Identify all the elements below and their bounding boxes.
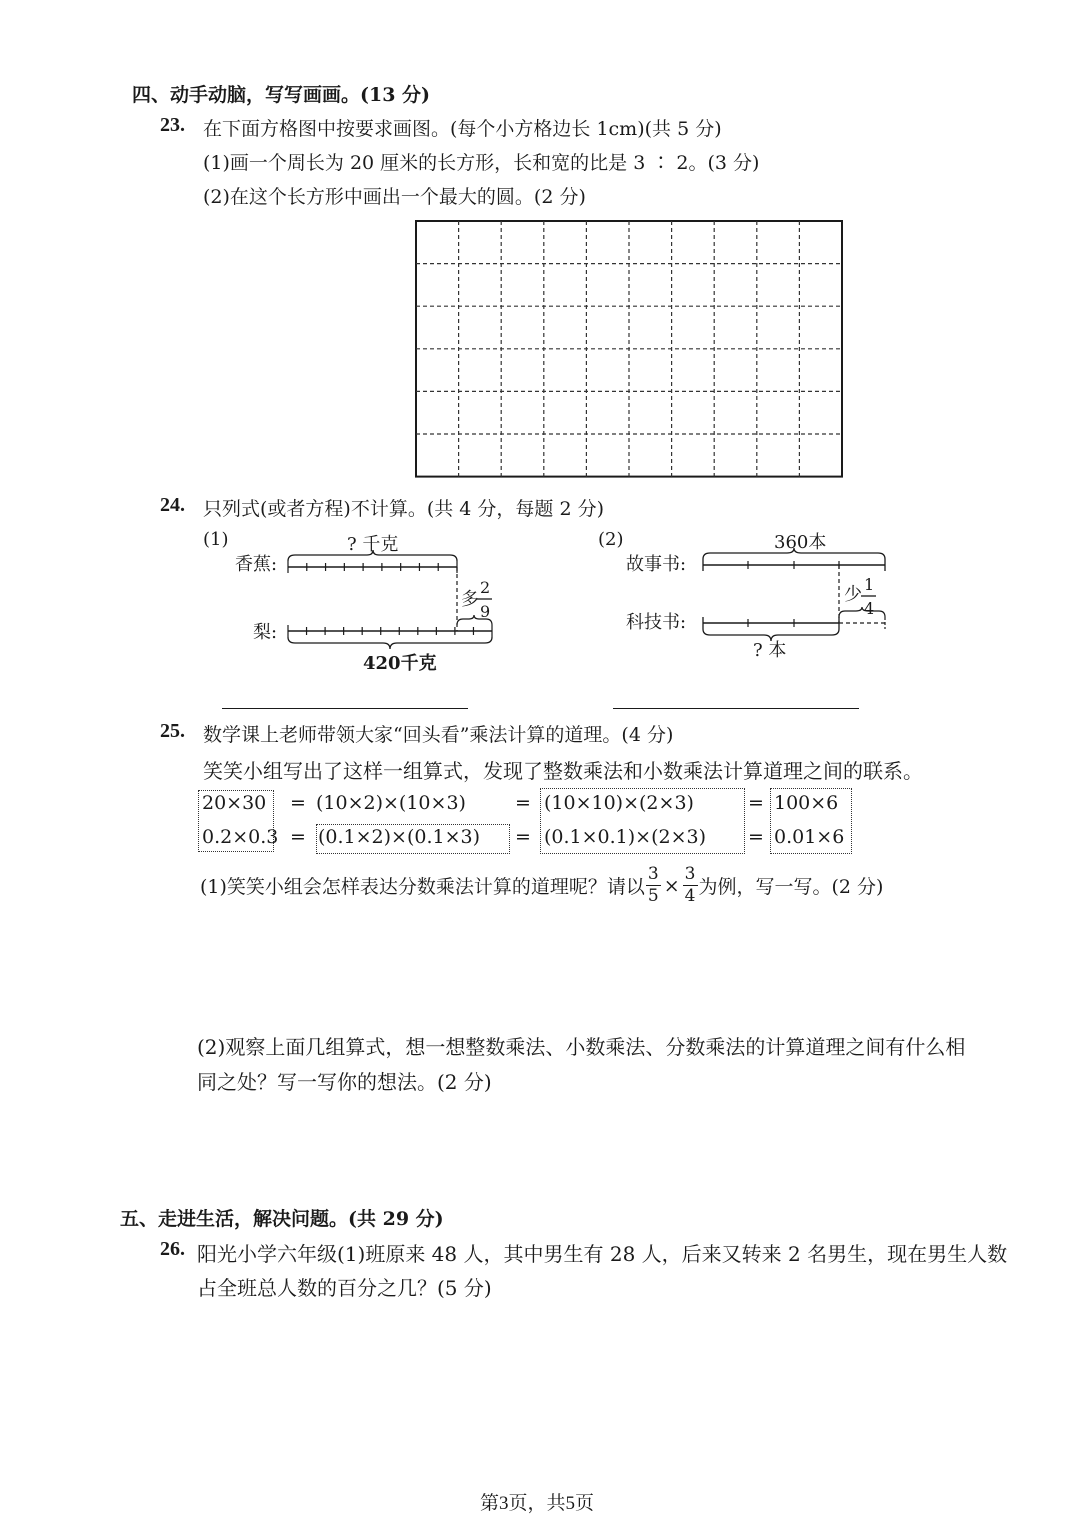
q25-r1-term-4: 100×6 [774, 792, 839, 814]
q25-fraction-2-num: 3 [684, 864, 696, 884]
q24-p1-row2-label: 梨: [253, 622, 278, 643]
q25-part1-times: × [663, 874, 680, 897]
q25-r1-eq-3: = [748, 792, 764, 814]
q24-p1-answer-line[interactable] [222, 708, 468, 709]
q25-r2-term-4: 0.01×6 [774, 826, 845, 848]
q26-line1: 阳光小学六年级(1)班原来 48 人，其中男生有 28 人，后来又转来 2 名男生，现在男生人数 [197, 1242, 1008, 1266]
q24-p1-label: (1) [203, 529, 229, 550]
q25-part1 [200, 866, 883, 905]
q25-fraction-2-den: 4 [684, 886, 696, 906]
q25-r1-eq-1: = [290, 792, 306, 814]
q24-p2-row2-label: 科技书: [626, 612, 687, 633]
q24-p2-less-text: 少 [844, 584, 862, 605]
q24-p1-frac-num: 2 [480, 578, 491, 597]
section-5-title: 五、走进生活，解决问题。(共 29 分) [120, 1208, 444, 1230]
q25-part2-line2: 同之处？写一写你的想法。(2 分) [197, 1070, 492, 1094]
q25-r2-term-1: 0.2×0.3 [202, 826, 279, 848]
q24-p2-answer-line[interactable] [613, 708, 859, 709]
page-number: 第3页，共5页 [480, 1493, 595, 1514]
q24-text: 只列式(或者方程)不计算。(共 4 分，每题 2 分) [203, 498, 604, 520]
q25-fraction-2 [683, 866, 698, 905]
q24-p2-bottom-label: ? 本 [753, 640, 787, 661]
q24-p1-row1-label: 香蕉: [235, 554, 278, 575]
q23-part1: (1)画一个周长为 20 厘米的长方形，长和宽的比是 3 ∶ 2。(3 分) [203, 152, 760, 174]
q24-p2-row1-label: 故事书: [626, 554, 687, 575]
q25-r2-term-2: (0.1×2)×(0.1×3) [318, 826, 481, 848]
q24-p1-frac-den: 9 [480, 602, 491, 621]
q25-number: 25. [160, 720, 185, 742]
q25-part1-text-b: 为例，写一写。(2 分) [698, 876, 884, 898]
q24-p1-bottom-label: 420千克 [363, 653, 437, 674]
q25-r2-eq-3: = [748, 826, 764, 848]
q24-diagram-2 [590, 525, 900, 665]
q25-r2-eq-2: = [515, 826, 531, 848]
q25-r1-eq-2: = [515, 792, 531, 814]
q25-text: 数学课上老师带领大家“回头看”乘法计算的道理。(4 分) [203, 724, 674, 746]
q25-r1-term-3: (10×10)×(2×3) [544, 792, 694, 814]
q23-part2: (2)在这个长方形中画出一个最大的圆。(2 分) [203, 186, 586, 208]
q25-fraction-1 [646, 866, 661, 905]
q23-grid[interactable] [410, 215, 850, 485]
section-4-title: 四、动手动脑，写写画画。(13 分) [132, 84, 431, 106]
q24-p1-more-text: 多 [461, 589, 479, 610]
q24-p2-label: (2) [598, 529, 624, 550]
q25-fraction-1-num: 3 [647, 864, 659, 884]
q25-r1-term-2: (10×2)×(10×3) [316, 792, 466, 814]
q25-r2-eq-1: = [290, 826, 306, 848]
q23-text: 在下面方格图中按要求画图。(每个小方格边长 1cm)(共 5 分) [203, 118, 722, 140]
q24-p2-top-label: 360本 [774, 532, 827, 553]
q25-part2-line1: (2)观察上面几组算式，想一想整数乘法、小数乘法、分数乘法的计算道理之间有什么相 [197, 1035, 966, 1059]
q26-line2: 占全班总人数的百分之几？(5 分) [197, 1276, 492, 1300]
q23-number: 23. [160, 114, 185, 136]
q25-intro: 笑笑小组写出了这样一组算式，发现了整数乘法和小数乘法计算道理之间的联系。 [203, 759, 923, 783]
q24-diagram-1 [195, 525, 525, 685]
q24-p2-frac-den: 4 [864, 599, 875, 618]
q24-p1-top-label: ? 千克 [347, 534, 399, 555]
q25-r2-term-3: (0.1×0.1)×(2×3) [544, 826, 707, 848]
q25-r1-term-1: 20×30 [202, 792, 267, 814]
q25-part1-text-a: (1)笑笑小组会怎样表达分数乘法计算的道理呢？请以 [200, 876, 645, 898]
q24-p2-frac-num: 1 [864, 575, 875, 594]
q24-number: 24. [160, 494, 185, 516]
q25-fraction-1-den: 5 [647, 886, 659, 906]
q26-number: 26. [160, 1238, 185, 1260]
